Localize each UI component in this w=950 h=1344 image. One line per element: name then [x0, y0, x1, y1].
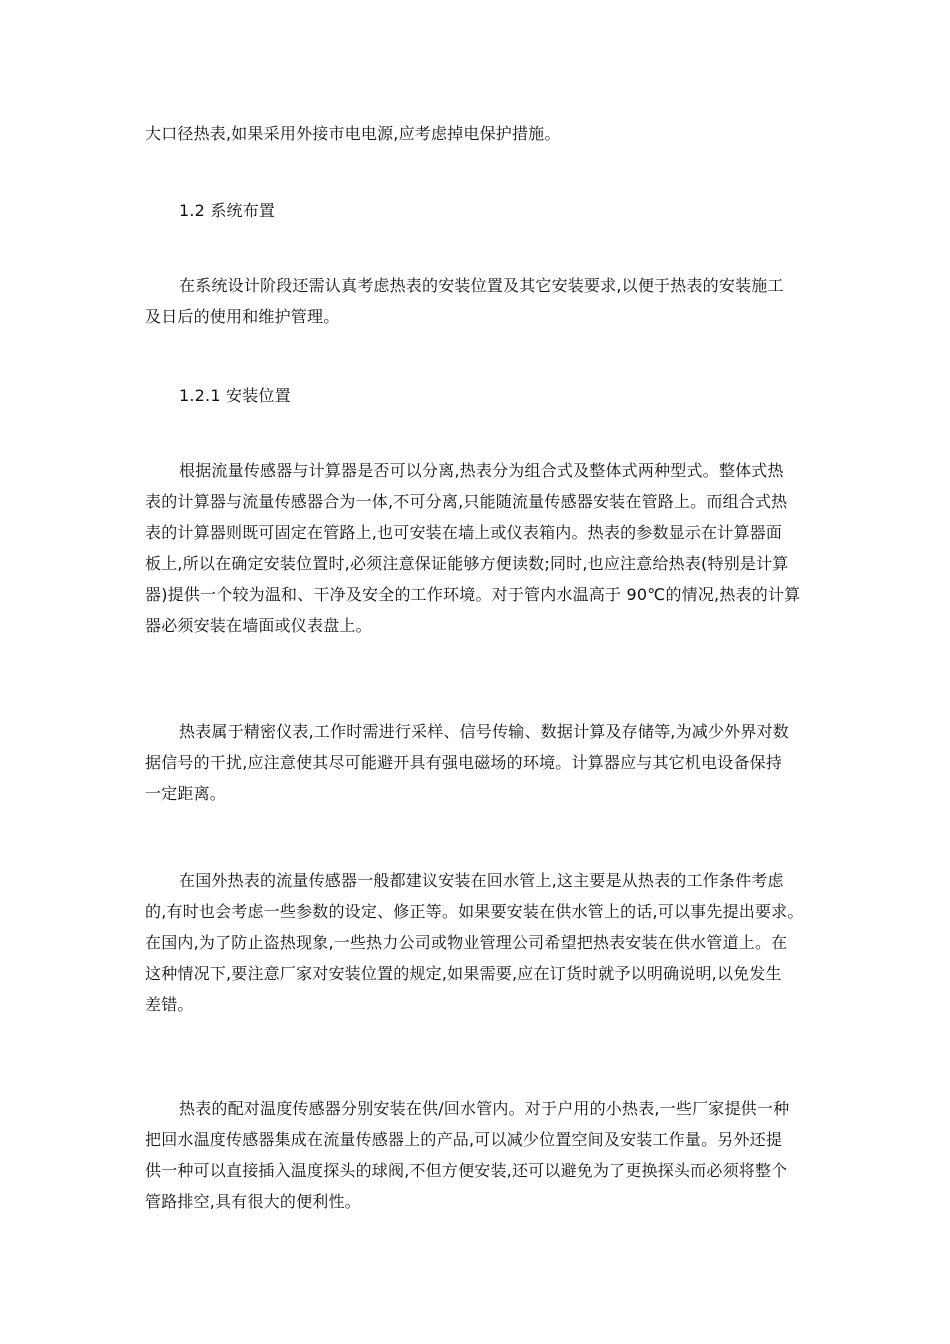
paragraph-precision-instrument: [145, 716, 811, 809]
paragraph-system-design: [145, 270, 811, 332]
paragraph-power-protection: [145, 118, 811, 149]
section-heading-1-2: [145, 195, 811, 226]
text-line: 热表的配对温度传感器分别安装在供/回水管内。对于户用的小热表,一些厂家提供一种: [179, 1099, 790, 1118]
text-line: 表的计算器则既可固定在管路上,也可安装在墙上或仪表箱内。热表的参数显示在计算器面: [145, 523, 783, 542]
paragraph-flow-sensor-location: [145, 865, 811, 1020]
heading-text: 1.2 系统布置: [179, 201, 276, 220]
text-line: 表的计算器与流量传感器合为一体,不可分离,只能随流量传感器安装在管路上。而组合式热: [145, 492, 788, 511]
text-line: 管路排空,具有很大的便利性。: [145, 1192, 361, 1211]
text-line: 把回水温度传感器集成在流量传感器上的产品,可以减少位置空间及安装工作量。另外还提: [145, 1130, 783, 1149]
heading-text: 1.2.1 安装位置: [179, 386, 291, 405]
text-line: 在国内,为了防止盗热现象,一些热力公司或物业管理公司希望把热表安装在供水管道上。在: [145, 933, 788, 952]
text-line: 据信号的干扰,应注意使其尽可能避开具有强电磁场的环境。计算器应与其它机电设备保持: [145, 753, 783, 772]
text-line: 供一种可以直接插入温度探头的球阀,不但方便安装,还可以避免为了更换探头而必须将整个: [145, 1161, 788, 1180]
text-line: 在系统设计阶段还需认真考虑热表的安装位置及其它安装要求,以便于热表的安装施工: [179, 276, 784, 295]
text-line: 这种情况下,要注意厂家对安装位置的规定,如果需要,应在订货时就予以明确说明,以免发生: [145, 964, 782, 983]
text-line: 在国外热表的流量传感器一般都建议安装在回水管上,这主要是从热表的工作条件考虑: [179, 871, 784, 890]
text-line: 差错。: [145, 995, 194, 1014]
text-line: 及日后的使用和维护管理。: [145, 307, 340, 326]
text-line: 大口径热表,如果采用外接市电电源,应考虑掉电保护措施。: [145, 124, 561, 143]
text-line: 板上,所以在确定安装位置时,必须注意保证能够方便读数;同时,也应注意给热表(特别是计算: [145, 554, 789, 573]
paragraph-installation-type: [145, 455, 811, 641]
text-line: 一定距离。: [145, 784, 227, 803]
paragraph-temperature-sensor: [145, 1093, 811, 1217]
text-line: 器)提供一个较为温和、干净及安全的工作环境。对于管内水温高于 90℃的情况,热表的计算: [145, 585, 801, 604]
text-line: 的,有时也会考虑一些参数的设定、修正等。如果要安装在供水管上的话,可以事先提出要求。: [145, 902, 804, 921]
text-line: 热表属于精密仪表,工作时需进行采样、信号传输、数据计算及存储等,为减少外界对数: [179, 722, 789, 741]
text-line: 器必须安装在墙面或仪表盘上。: [145, 616, 372, 635]
section-heading-1-2-1: [145, 380, 811, 411]
text-line: 根据流量传感器与计算器是否可以分离,热表分为组合式及整体式两种型式。整体式热: [179, 461, 784, 480]
